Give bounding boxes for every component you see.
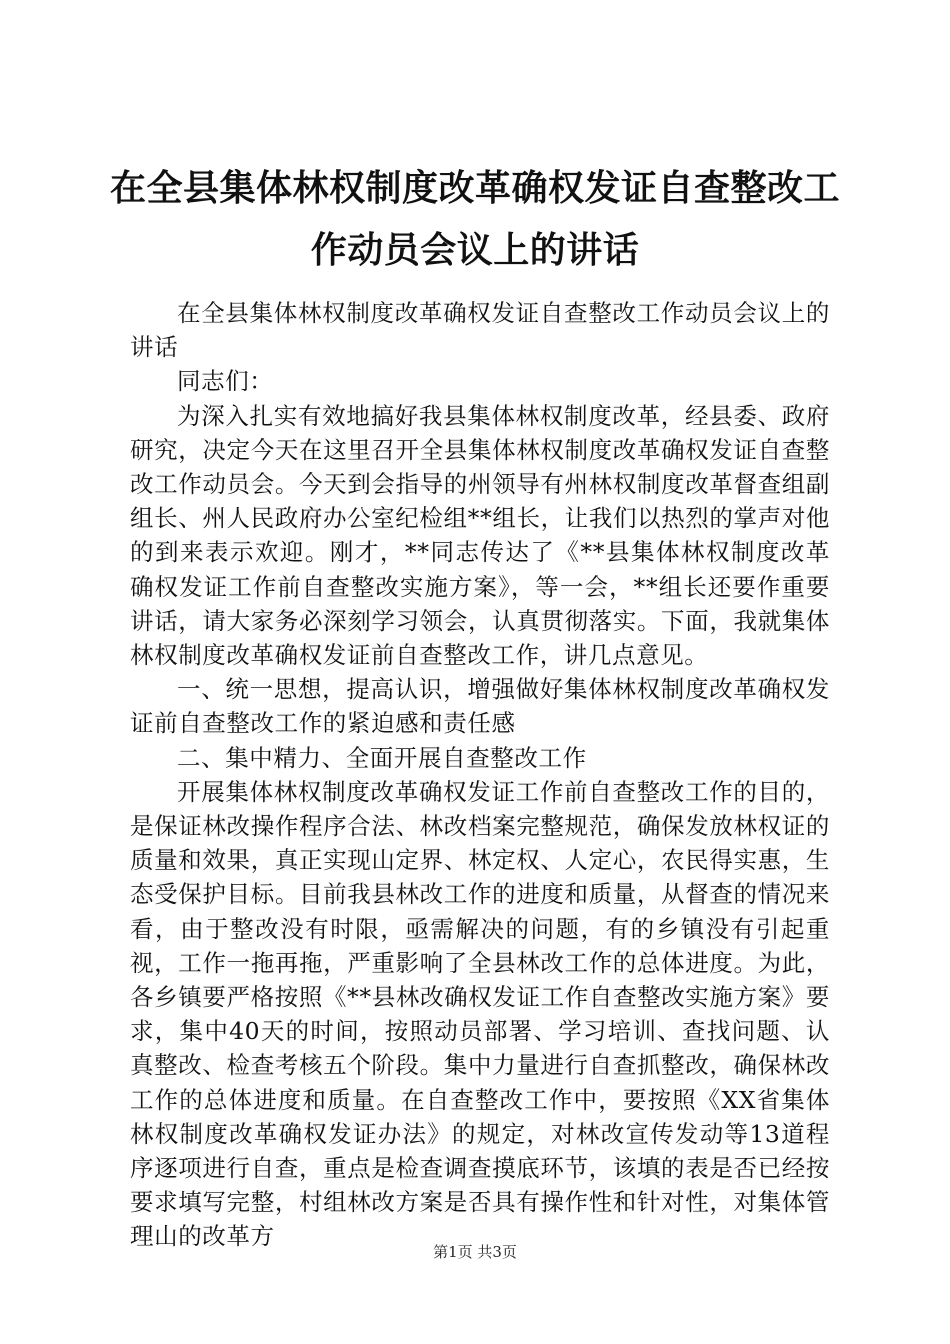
paragraph-intro: 为深入扎实有效地搞好我县集体林权制度改革，经县委、政府研究，决定今天在这里召开全县集体林权制度改革确权发证自查整改工作动员会。今天到会指导的州领导有州林权制度改革督查组副组长、州人民政府办公室纪检组**组长，让我们以热烈的掌声对他的到来表示欢迎。刚才，**同志传达了《**县集体林权制度改革确权发证工作前自查整改实施方案》，等一会，**组长还要作重要讲话，请大家务必深刻学习领会，认真贯彻落实。下面，我就集体林权制度改革确权发证前自查整改工作，讲几点意见。 — [130, 401, 830, 670]
paragraph-heading: 在全县集体林权制度改革确权发证自查整改工作动员会议上的讲话 — [130, 299, 830, 362]
section-heading-one: 一、统一思想，提高认识，增强做好集体林权制度改革确权发证前自查整改工作的紧迫感和责任感 — [130, 675, 830, 738]
document-title: 在全县集体林权制度改革确权发证自查整改工作动员会议上的讲话 — [110, 168, 841, 271]
paragraph-self-inspection: 开展集体林权制度改革确权发证工作前自查整改工作的目的，是保证林改操作程序合法、林改档案完整规范，确保发放林权证的质量和效果，真正实现山定界、林定权、人定心，农民得实惠，生态受保护目标。目前我县林改工作的进度和质量，从督查的情况来看，由于整改没有时限，亟需解决的问题，有的乡镇没有引起重视，工作一拖再拖，严重影响了全县林改工作的总体进度。为此，各乡镇要严格按照《**县林改确权发证工作自查整改实施方案》要求，集中40天的时间，按照动员部署、学习培训、查找问题、认真整改、检查考核五个阶段。集中力量进行自查抓整改，确保林改工作的总体进度和质量。在自查整改工作中，要按照《XX省集体林权制度改革确权发证办法》的规定，对林改宣传发动等13道程序逐项进行自查，重点是检查调查摸底环节，该填的表是否已经按要求填写完整，村组林改方案是否具有操作性和针对性，对集体管理山的改革方 — [130, 777, 830, 1251]
paragraph-salutation: 同志们： — [177, 367, 274, 396]
section-heading-two: 二、集中精力、全面开展自查整改工作 — [177, 743, 587, 772]
document-body — [130, 296, 830, 1254]
page-number-footer: 第1页 共3页 — [433, 1243, 517, 1261]
